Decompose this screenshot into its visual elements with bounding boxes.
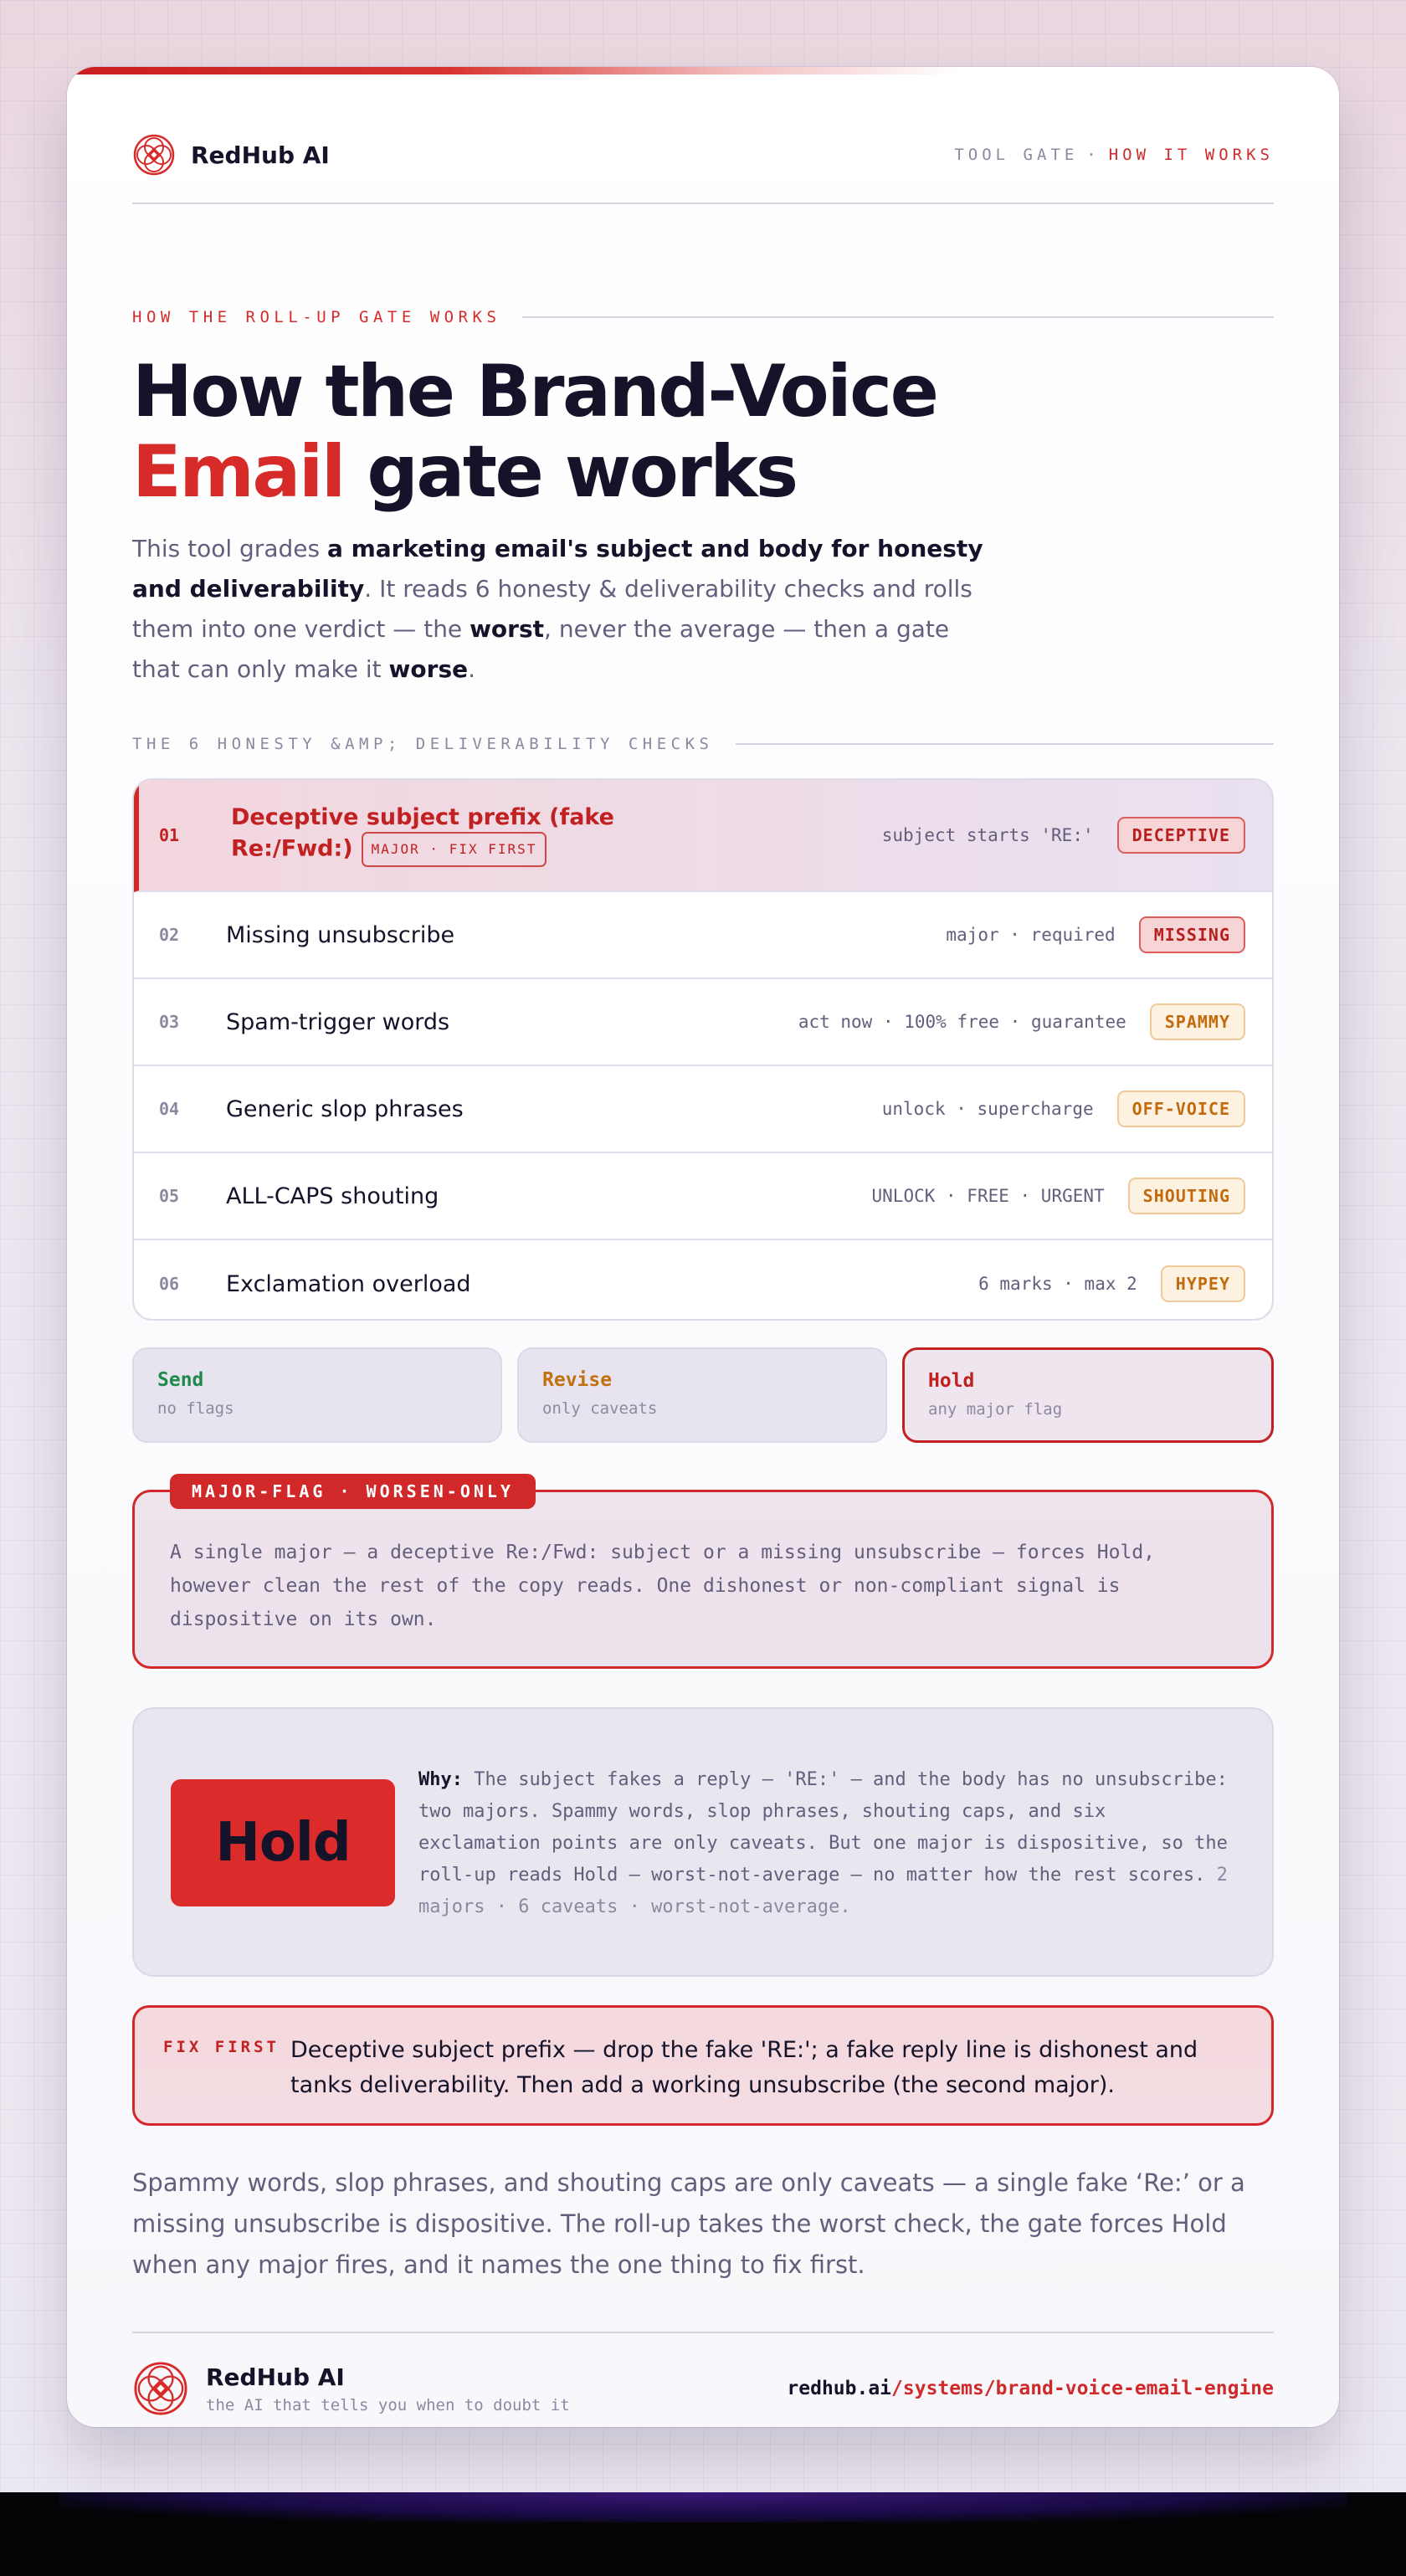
why-text: The subject fakes a reply — 'RE:' — and the body has no unsubscribe: two majors. Spammy words, slop phrases, shouting caps, and six exclamation points are only caveats. But one major is dispositive, so the roll-up reads Hold — worst-not-average — no matter how the rest scores. [418,1769,1228,1886]
check-row[interactable] [134,780,1272,892]
accent-stripe [67,67,1339,74]
status-badge: OFF-VOICE [1117,1090,1245,1127]
lead-text: . [468,655,476,683]
verdict-send[interactable] [132,1347,502,1443]
check-number: 04 [159,1099,180,1119]
footer [132,2360,1274,2417]
status-badge: SHOUTING [1128,1178,1245,1214]
check-number: 01 [159,825,180,845]
check-evidence: unlock · supercharge [881,1099,1094,1119]
lead-text: . It reads 6 honesty & deliverability checks and rolls them into one verdict — the [132,575,972,643]
result-panel [132,1707,1274,1977]
eyebrow-rule [522,316,1274,318]
check-row[interactable] [134,979,1272,1066]
title-accent: Email [132,430,344,514]
why-label: Why: [418,1769,463,1790]
nav-item-how-it-works[interactable]: HOW IT WORKS [1108,146,1274,164]
fix-first-tag: MAJOR · FIX FIRST [362,832,547,867]
check-evidence: 6 marks · max 2 [978,1274,1137,1294]
check-name: ALL-CAPS shouting [226,1183,439,1209]
top-nav [954,146,1274,164]
nav-item-tool-gate[interactable]: TOOL GATE [954,146,1079,164]
why-explanation [418,1764,1239,1923]
check-row[interactable] [134,1153,1272,1240]
check-row[interactable] [134,1240,1272,1321]
checks-list [132,778,1274,1321]
rule-tag: MAJOR-FLAG · WORSEN-ONLY [170,1474,536,1509]
lead-text: This tool grades [132,535,327,562]
page-bottom-band [0,2492,1406,2576]
check-row[interactable] [134,892,1272,979]
summary-paragraph: Spammy words, slop phrases, and shouting caps are only caveats — a single fake ‘Re:’ or a missing unsubscribe is dispositive. The roll-up takes the worst check, the gate forces Hold when any major fires, and it names the one thing to fix first. [132,2168,1245,2279]
verdict-label: Hold [928,1370,975,1392]
redhub-logo-icon [132,2360,189,2417]
lead-text: , never the average — then a gate that can only make it [132,615,950,683]
status-badge: DECEPTIVE [1117,817,1245,854]
status-badge: MISSING [1139,916,1245,953]
section-eyebrow [132,308,1274,326]
lead-emphasis: worse [388,655,469,683]
check-name: Generic slop phrases [226,1096,464,1122]
footer-brand-text [206,2363,570,2414]
verdict-result-badge: Hold [171,1779,395,1906]
check-number: 06 [159,1274,180,1294]
footer-brand[interactable] [132,2360,570,2417]
footer-brand-name: RedHub AI [206,2363,345,2391]
verdict-description: only caveats [542,1399,658,1418]
verdict-description: no flags [157,1399,234,1418]
title-rest: gate works [367,430,797,514]
fix-first-callout [132,2005,1274,2126]
lead-emphasis: worst [470,615,545,643]
check-row[interactable] [134,1066,1272,1153]
check-name: Spam-trigger words [226,1008,450,1035]
verdict-description: any major flag [928,1400,1063,1419]
eyebrow-label: HOW THE ROLL-UP GATE WORKS [132,308,501,326]
header-divider [132,203,1274,204]
verdict-label: Send [157,1369,204,1391]
status-badge: SPAMMY [1150,1003,1245,1040]
footer-divider [132,2332,1274,2333]
check-number: 02 [159,925,180,945]
verdict-label: Revise [542,1369,613,1391]
page-title [132,352,937,512]
checks-eyebrow [132,735,1274,753]
check-number: 05 [159,1186,180,1206]
footer-tagline: the AI that tells you when to doubt it [206,2395,570,2414]
verdict-options [132,1347,1274,1443]
lead-paragraph [132,529,986,690]
verdict-hold[interactable] [902,1347,1274,1443]
url-domain: redhub.ai [787,2378,892,2399]
check-evidence: act now · 100% free · guarantee [798,1012,1126,1032]
check-evidence: major · required [946,925,1116,945]
fix-first-text: Deceptive subject prefix — drop the fake 'RE:'; a fake reply line is dishonest and tanks deliverability. Then add a working unsubscribe (the second major). [290,2037,1198,2098]
check-name: Missing unsubscribe [226,921,455,948]
nav-separator: · [1086,146,1101,164]
check-number: 03 [159,1012,180,1032]
lead-emphasis: a marketing email's subject and body for honesty and deliverability [132,535,983,603]
check-name: Exclamation overload [226,1270,471,1297]
rule-text: A single major — a deceptive Re:/Fwd: subject or a missing unsubscribe — forces Hold, however clean the rest of the copy reads. One dishonest or non-compliant signal is dispositive on its own. [170,1542,1156,1630]
checks-heading-rule [736,743,1275,745]
redhub-logo-icon [132,133,176,177]
fix-first-label: FIX FIRST [163,2038,280,2056]
check-evidence: UNLOCK · FREE · URGENT [871,1186,1105,1206]
major-flag-rule [132,1481,1274,1669]
brand-name: RedHub AI [191,141,330,169]
status-badge: HYPEY [1161,1265,1245,1302]
check-title: Deceptive subject prefix (fake Re:/Fwd:) [231,804,614,862]
verdict-revise[interactable] [517,1347,887,1443]
header [132,127,1274,182]
title-line-1: How the Brand-Voice [132,350,937,434]
checks-heading: THE 6 HONESTY &AMP; DELIVERABILITY CHECKS [132,735,714,753]
url-path: /systems/brand-voice-email-engine [891,2378,1274,2399]
brand[interactable] [132,133,330,177]
footer-url-link[interactable] [787,2378,1274,2399]
why-summary: 2 majors · 6 caveats · worst-not-average. [418,1865,1228,1917]
check-evidence: subject starts 'RE:' [881,825,1094,845]
main-card [67,67,1339,2427]
check-name [231,803,616,867]
